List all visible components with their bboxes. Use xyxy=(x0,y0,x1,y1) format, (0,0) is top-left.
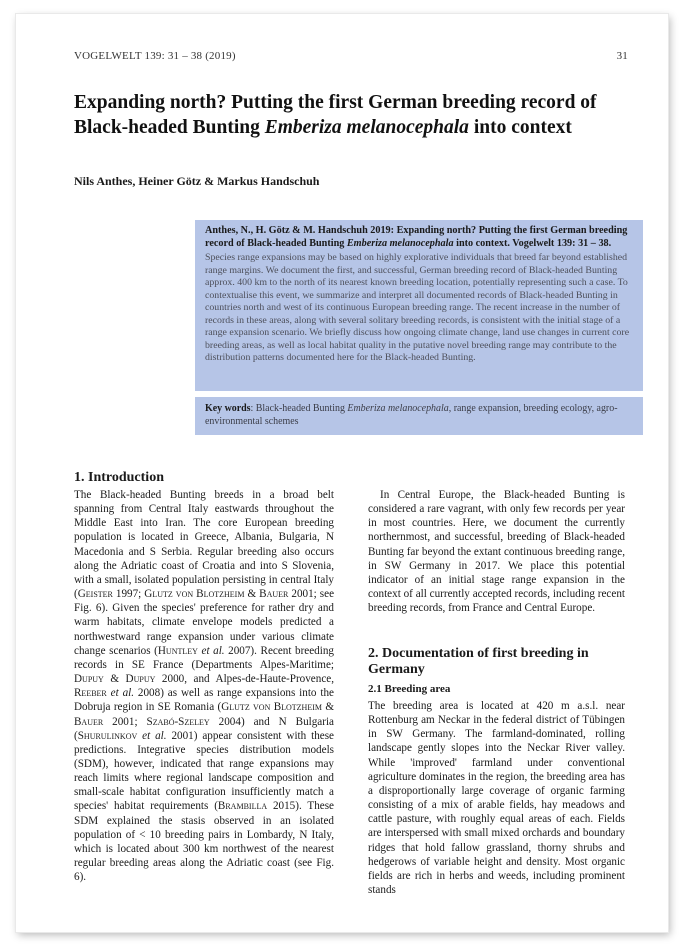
reference-author: Dupuy & Dupuy xyxy=(74,673,156,686)
keywords-label: Key words xyxy=(205,403,251,414)
right-column-bottom xyxy=(368,699,625,897)
reference-author: Shurulinkov xyxy=(77,729,138,742)
introduction-paragraph-1: The Black-headed Bunting breeds in a broad belt spanning from Central Italy eastwards throughout the Middle East into Iran. The core European breeding population is located in Greece, Albania, Bulgaria, N Macedonia and S Serbia. Regular breeding also occurs along the Adriatic coast of Croatia and into S Slovenia, with a small, isolated population persisting in central Italy (Geister 1997; Glutz von Blotzheim & Bauer 2001; see Fig. 6). Given the species' preference for rather dry and warm habitats, climate envelope models predicted a northwestward range expansion under various climate change scenarios (Huntley et al. 2007). Recent breeding records in SE France (Departments Alpes-Maritime; Dupuy & Dupuy 2000, and Alpes-de-Haute-Provence, Reeber et al. 2008) as well as range expansions into the Dobruja region in SE Romania (Glutz von Blotzheim & Bauer 2001; Szabó-Szeley 2004) and N Bulgaria (Shurulinkov et al. 2001) appear consistent with these predictions. Integrative species distribution models (SDM), however, indicated that range expansions may reach limits where regional landscape composition and small-scale habitat configuration insufficiently match a species' habitat requirements (Brambilla 2015). These SDM explained the stasis observed in an isolated population of < 10 breeding pairs in Lombardy, N Italy, which is located about 300 km northwest of the nearest regular breeding areas along the Adriatic coast (see Fig. 6). xyxy=(74,489,335,884)
keywords-text-end: , range expansion, breeding ecology, agro-environmental schemes xyxy=(205,403,618,427)
title-text-end: into context xyxy=(468,117,572,138)
reference-author: Reeber xyxy=(74,687,107,700)
reference-author: Glutz von Blotzheim & Bauer xyxy=(144,588,289,601)
running-header xyxy=(74,50,628,62)
journal-citation: VOGELWELT 139: 31 – 38 (2019) xyxy=(74,50,236,62)
keywords-text: : Black-headed Bunting xyxy=(250,403,348,414)
page-number: 31 xyxy=(616,50,628,62)
right-column-top xyxy=(368,488,625,615)
abstract-citation xyxy=(205,225,633,250)
introduction-paragraph-2: In Central Europe, the Black-headed Bunting is considered a rare vagrant, with only few records per year in most countries. Here, we document the currently northernmost, and successful, breeding of Black-headed Bunting far beyond the extant continuous breeding range, in SW Germany in 2017. We place this potential indicator of an initial stage range expansion in the context of all currently accepted records, including recent breeding records, from France and Central Europe. xyxy=(368,489,625,615)
author-list: Nils Anthes, Heiner Götz & Markus Handschuh xyxy=(74,174,320,188)
keywords-species: Emberiza melanocephala xyxy=(347,403,449,414)
abstract-summary: Species range expansions may be based on highly explorative individuals that breed far beyond established range margins. We document the first, and successful, German breeding record of Black-headed Bunting approx. 400 km to the north of its nearest known breeding location, potentially representing such a case. To contextualise this event, we summarize and interpret all documented records of Black-headed Bunting in countries north and west of its continuous European breeding range. The recent increase in the number of records in these areas, along with several solitary breeding records, is consistent with the initial stage of a range expansion scenario. We briefly discuss how ongoing climate change, land use changes in current core breeding areas, as well as local habitat quality in the putative novel breeding range may contribute to the distribution patterns documented here for the Black-headed Bunting. xyxy=(205,252,630,363)
article-title xyxy=(74,90,634,140)
reference-author: Huntley xyxy=(157,644,198,657)
section-heading-documentation: 2. Documentation of first breeding in Germany xyxy=(368,646,589,677)
subsection-heading-breeding-area: 2.1 Breeding area xyxy=(368,683,451,695)
abstract-box xyxy=(195,220,643,391)
reference-author: Szabó-Szeley xyxy=(146,715,210,728)
section-heading-introduction: 1. Introduction xyxy=(74,470,164,485)
reference-author: Glutz von Blotzheim & Bauer xyxy=(74,701,334,728)
citation-text-end: into context. Vogelwelt 139: 31 – 38. xyxy=(453,237,612,249)
title-text: Expanding north? Putting the first German breeding record of Black-headed Bunting xyxy=(74,92,597,138)
keywords-box xyxy=(195,397,643,435)
citation-species: Emberiza melanocephala xyxy=(346,237,454,249)
breeding-area-paragraph: The breeding area is located at 420 m a.s.l. near Rottenburg am Neckar in the federal district of Tübingen in SW Germany. The farmland-dominated, rolling landscape gently slopes into the Neckar River valley. While 'improved' farmland under conventional agriculture dominates in the region, the breeding area has a disproportionally large coverage of organic farming consisting of a mix of arable fields, hay meadows and cattle pasture, with roughly equal areas of each. Fields are interspersed with small mixed orchards and boundary ridges that hold fallow grassland, thorny shrubs and hedgerows of variable height and density. Most organic fields are rich in herbs and weeds, including prominent stands xyxy=(368,700,625,897)
title-species: Emberiza melanocephala xyxy=(264,117,469,138)
reference-author: Geister xyxy=(77,588,113,601)
reference-author: Brambilla xyxy=(217,800,268,813)
left-column xyxy=(74,488,334,884)
journal-page xyxy=(16,14,668,932)
citation-text: Anthes, N., H. Götz & M. Handschuh 2019: Expanding north? Putting the first German breeding record of Black-headed Bunting xyxy=(205,225,628,249)
